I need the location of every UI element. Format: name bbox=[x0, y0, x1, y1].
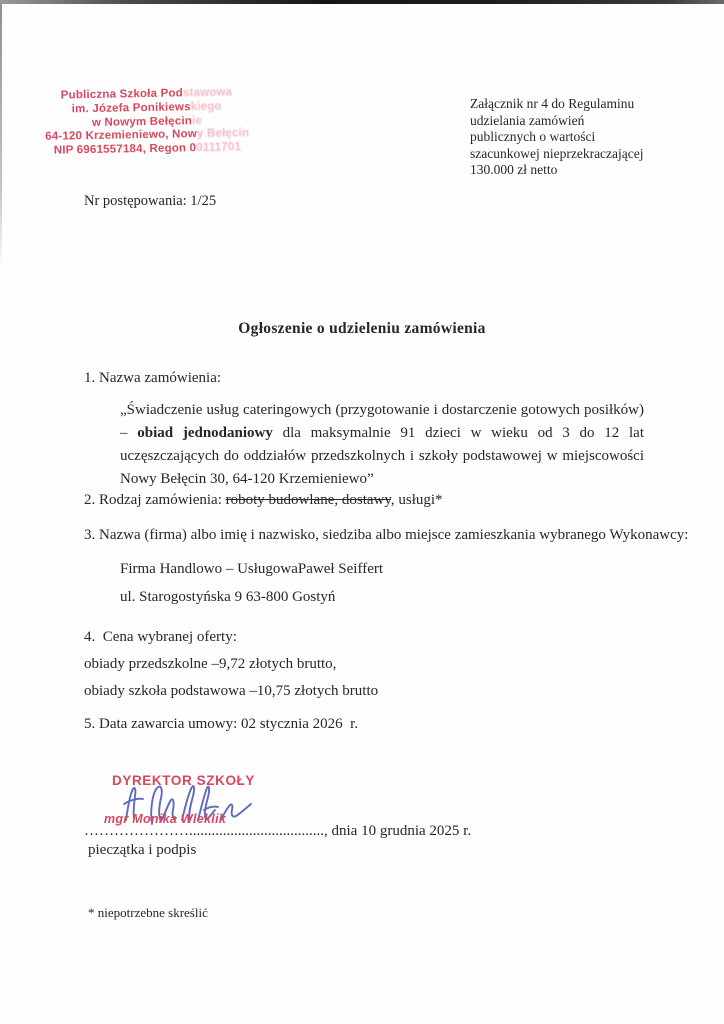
stamp-line-nip-regon: NIP 6961557184, Regon 00111701 bbox=[53, 141, 242, 157]
stamp-line-town: w Nowym Bełęcinie bbox=[91, 114, 203, 129]
stamp-line-school-name: Publiczna Szkoła Podstawowa bbox=[60, 86, 233, 102]
section2-order-type: 2. Rodzaj zamówienia: roboty budowlane, dostawy, usługi* bbox=[84, 492, 443, 508]
order-description-prefix: „Świadczenie usług cateringowych (przygotowanie i dostarczenie gotowych posiłków) – bbox=[120, 402, 644, 441]
attachment-note-line: udzielania zamówień bbox=[470, 112, 585, 128]
section1-label: 1. Nazwa zamówienia: bbox=[84, 370, 222, 386]
contractor-name: Firma Handlowo – UsługowaPaweł Seiffert bbox=[120, 561, 384, 577]
attachment-note-line: szacunkowej nieprzekraczającej bbox=[470, 145, 644, 161]
document-date: , dnia 10 grudnia 2025 r. bbox=[324, 823, 472, 839]
section5-contract-date: 5. Data zawarcia umowy: 02 stycznia 2026 r. bbox=[84, 716, 359, 732]
attachment-note-line: Załącznik nr 4 do Regulaminu bbox=[470, 96, 635, 111]
attachment-note-line: 130.000 zł netto bbox=[470, 162, 558, 178]
case-number: Nr postępowania: 1/25 bbox=[84, 193, 217, 209]
document-title: Ogłoszenie o udzieleniu zamówienia bbox=[238, 320, 486, 337]
price-primary-school: obiady szkoła podstawowa –10,75 złotych brutto bbox=[84, 683, 379, 699]
stamp-line-address: 64-120 Krzemieniewo, Nowy Bełęcin bbox=[45, 127, 250, 144]
attachment-regulation-note bbox=[470, 96, 660, 179]
order-description-bold: obiad jednodaniowy bbox=[137, 425, 273, 441]
price-preschool: obiady przedszkolne –9,72 złotych brutto, bbox=[84, 656, 337, 672]
school-ink-stamp bbox=[29, 86, 264, 159]
stamp-line-patron: im. Józefa Ponikiewskiego bbox=[71, 100, 222, 116]
section4-label: 4. Cena wybranej oferty: bbox=[84, 629, 237, 645]
struck-order-types: roboty budowlane, dostawy bbox=[225, 492, 391, 508]
order-description-suffix: dla maksymalnie 91 dzieci w wieku od 3 do 12 lat uczęszczających do oddziałów przedszkolnych i szkoły podstawowej w miejscowości Nowy Bełęcin 30, 64-120 Krzemieniewo” bbox=[120, 425, 644, 487]
director-title-stamp: DYREKTOR SZKOŁY bbox=[112, 773, 256, 788]
attachment-note-line: publicznych o wartości bbox=[470, 129, 596, 145]
section3-label: 3. Nazwa (firma) albo imię i nazwisko, siedziba albo miejsce zamieszkania wybranego Wykonawcy: bbox=[84, 527, 689, 543]
scan-artifact-top-edge bbox=[0, 0, 724, 4]
section1-order-description bbox=[120, 399, 644, 491]
director-name-stamp: mgr Monika Wleklik bbox=[104, 812, 227, 826]
contractor-address: ul. Starogostyńska 9 63-800 Gostyń bbox=[120, 589, 336, 605]
scan-artifact-left-edge bbox=[0, 3, 2, 271]
signature-caption: pieczątka i podpis bbox=[88, 842, 197, 858]
footnote-strike-note: * niepotrzebne skreślić bbox=[88, 905, 208, 920]
dotted-line: ………………….................................... bbox=[84, 823, 324, 839]
